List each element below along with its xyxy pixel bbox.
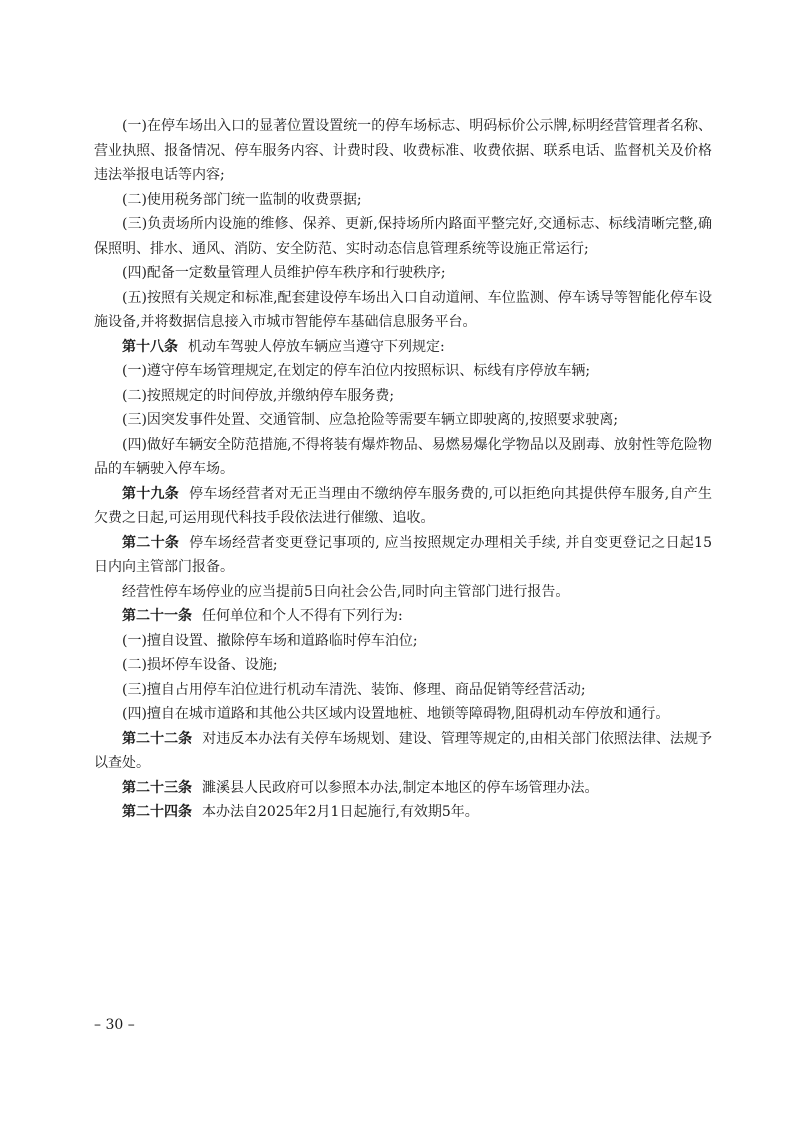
paragraph-text: (一)遵守停车场管理规定,在划定的停车泊位内按照标识、标线有序停放车辆; (122, 363, 591, 379)
article-label: 第二十条 (122, 534, 180, 551)
paragraph-text: (四)擅自在城市道路和其他公共区域内设置地桩、地锁等障碍物,阻碍机动车停放和通行。 (122, 706, 670, 722)
document-body (94, 114, 712, 825)
paragraph (94, 580, 712, 605)
article-label: 第二十三条 (122, 779, 192, 796)
article-label: 第二十一条 (122, 608, 192, 624)
paragraph-text: (一)在停车场出入口的显著位置设置统一的停车场标志、明码标价公示牌,标明经营管理者名称、营业执照、报备情况、停车服务内容、计费时段、收费标准、收费依据、联系电话、监督机关及价格违法举报电话等内容; (94, 118, 712, 183)
article-label: 第十九条 (122, 485, 180, 502)
paragraph (94, 384, 712, 409)
paragraph (94, 114, 712, 188)
article-19 (94, 482, 712, 531)
paragraph (94, 359, 712, 384)
article-label: 第十八条 (122, 338, 178, 355)
paragraph-text: (四)做好车辆安全防范措施,不得将装有爆炸物品、易燃易爆化学物品以及剧毒、放射性等危险物品的车辆驶入停车场。 (94, 436, 712, 477)
paragraph (94, 408, 712, 433)
paragraph-text: 对违反本办法有关停车场规划、建设、管理等规定的,由相关部门依照法律、法规予以查处。 (94, 730, 713, 771)
paragraph-text: (二)使用税务部门统一监制的收费票据; (122, 191, 362, 208)
article-label: 第二十四条 (122, 804, 192, 820)
paragraph-text: (五)按照有关规定和标准,配套建设停车场出入口自动道闸、车位监测、停车诱导等智能化停车设施设备,并将数据信息接入市城市智能停车基础信息服务平台。 (94, 289, 712, 330)
paragraph-text: 任何单位和个人不得有下列行为: (202, 608, 403, 624)
paragraph (94, 653, 712, 678)
page-number: – 30 – (94, 1017, 135, 1033)
paragraph-text: (三)因突发事件处置、交通管制、应急抢险等需要车辆立即驶离的,按照要求驶离; (122, 412, 619, 428)
paragraph (94, 286, 712, 335)
paragraph-text: 本办法自2025年2月1日起施行,有效期5年。 (202, 804, 479, 820)
paragraph-text: 机动车驾驶人停放车辆应当遵守下列规定: (188, 338, 445, 355)
article-22 (94, 727, 712, 776)
paragraph (94, 702, 712, 727)
paragraph-text: 经营性停车场停业的应当提前5日向社会公告,同时向主管部门进行报告。 (122, 583, 570, 600)
paragraph-text: (二)损坏停车设备、设施; (122, 657, 278, 673)
paragraph (94, 678, 712, 703)
paragraph-text: (四)配备一定数量管理人员维护停车秩序和行驶秩序; (122, 265, 446, 281)
paragraph-text: 停车场经营者对无正当理由不缴纳停车服务费的,可以拒绝向其提供停车服务,自产生欠费之日起,可运用现代科技手段依法进行催缴、追收。 (94, 485, 713, 526)
article-21 (94, 604, 712, 629)
paragraph-text: (一)擅自设置、撤除停车场和道路临时停车泊位; (122, 632, 418, 649)
paragraph (94, 433, 712, 482)
paragraph-text: (二)按照规定的时间停放,并缴纳停车服务费; (122, 387, 395, 404)
paragraph-text: (三)擅自占用停车泊位进行机动车清洗、装饰、修理、商品促销等经营活动; (122, 681, 586, 698)
article-23 (94, 776, 712, 801)
article-label: 第二十二条 (122, 730, 193, 747)
article-18 (94, 335, 712, 360)
paragraph (94, 629, 712, 654)
paragraph (94, 261, 712, 286)
paragraph (94, 188, 712, 213)
article-24 (94, 800, 712, 825)
paragraph-text: 停车场经营者变更登记事项的, 应当按照规定办理相关手续, 并自变更登记之日起15日内向主管部门报备。 (94, 534, 713, 575)
paragraph (94, 212, 712, 261)
paragraph-text: 濉溪县人民政府可以参照本办法,制定本地区的停车场管理办法。 (202, 779, 599, 796)
paragraph-text: (三)负责场所内设施的维修、保养、更新,保持场所内路面平整完好,交通标志、标线清晰完整,确保照明、排水、通风、消防、安全防范、实时动态信息管理系统等设施正常运行; (94, 216, 712, 257)
article-20 (94, 531, 712, 580)
